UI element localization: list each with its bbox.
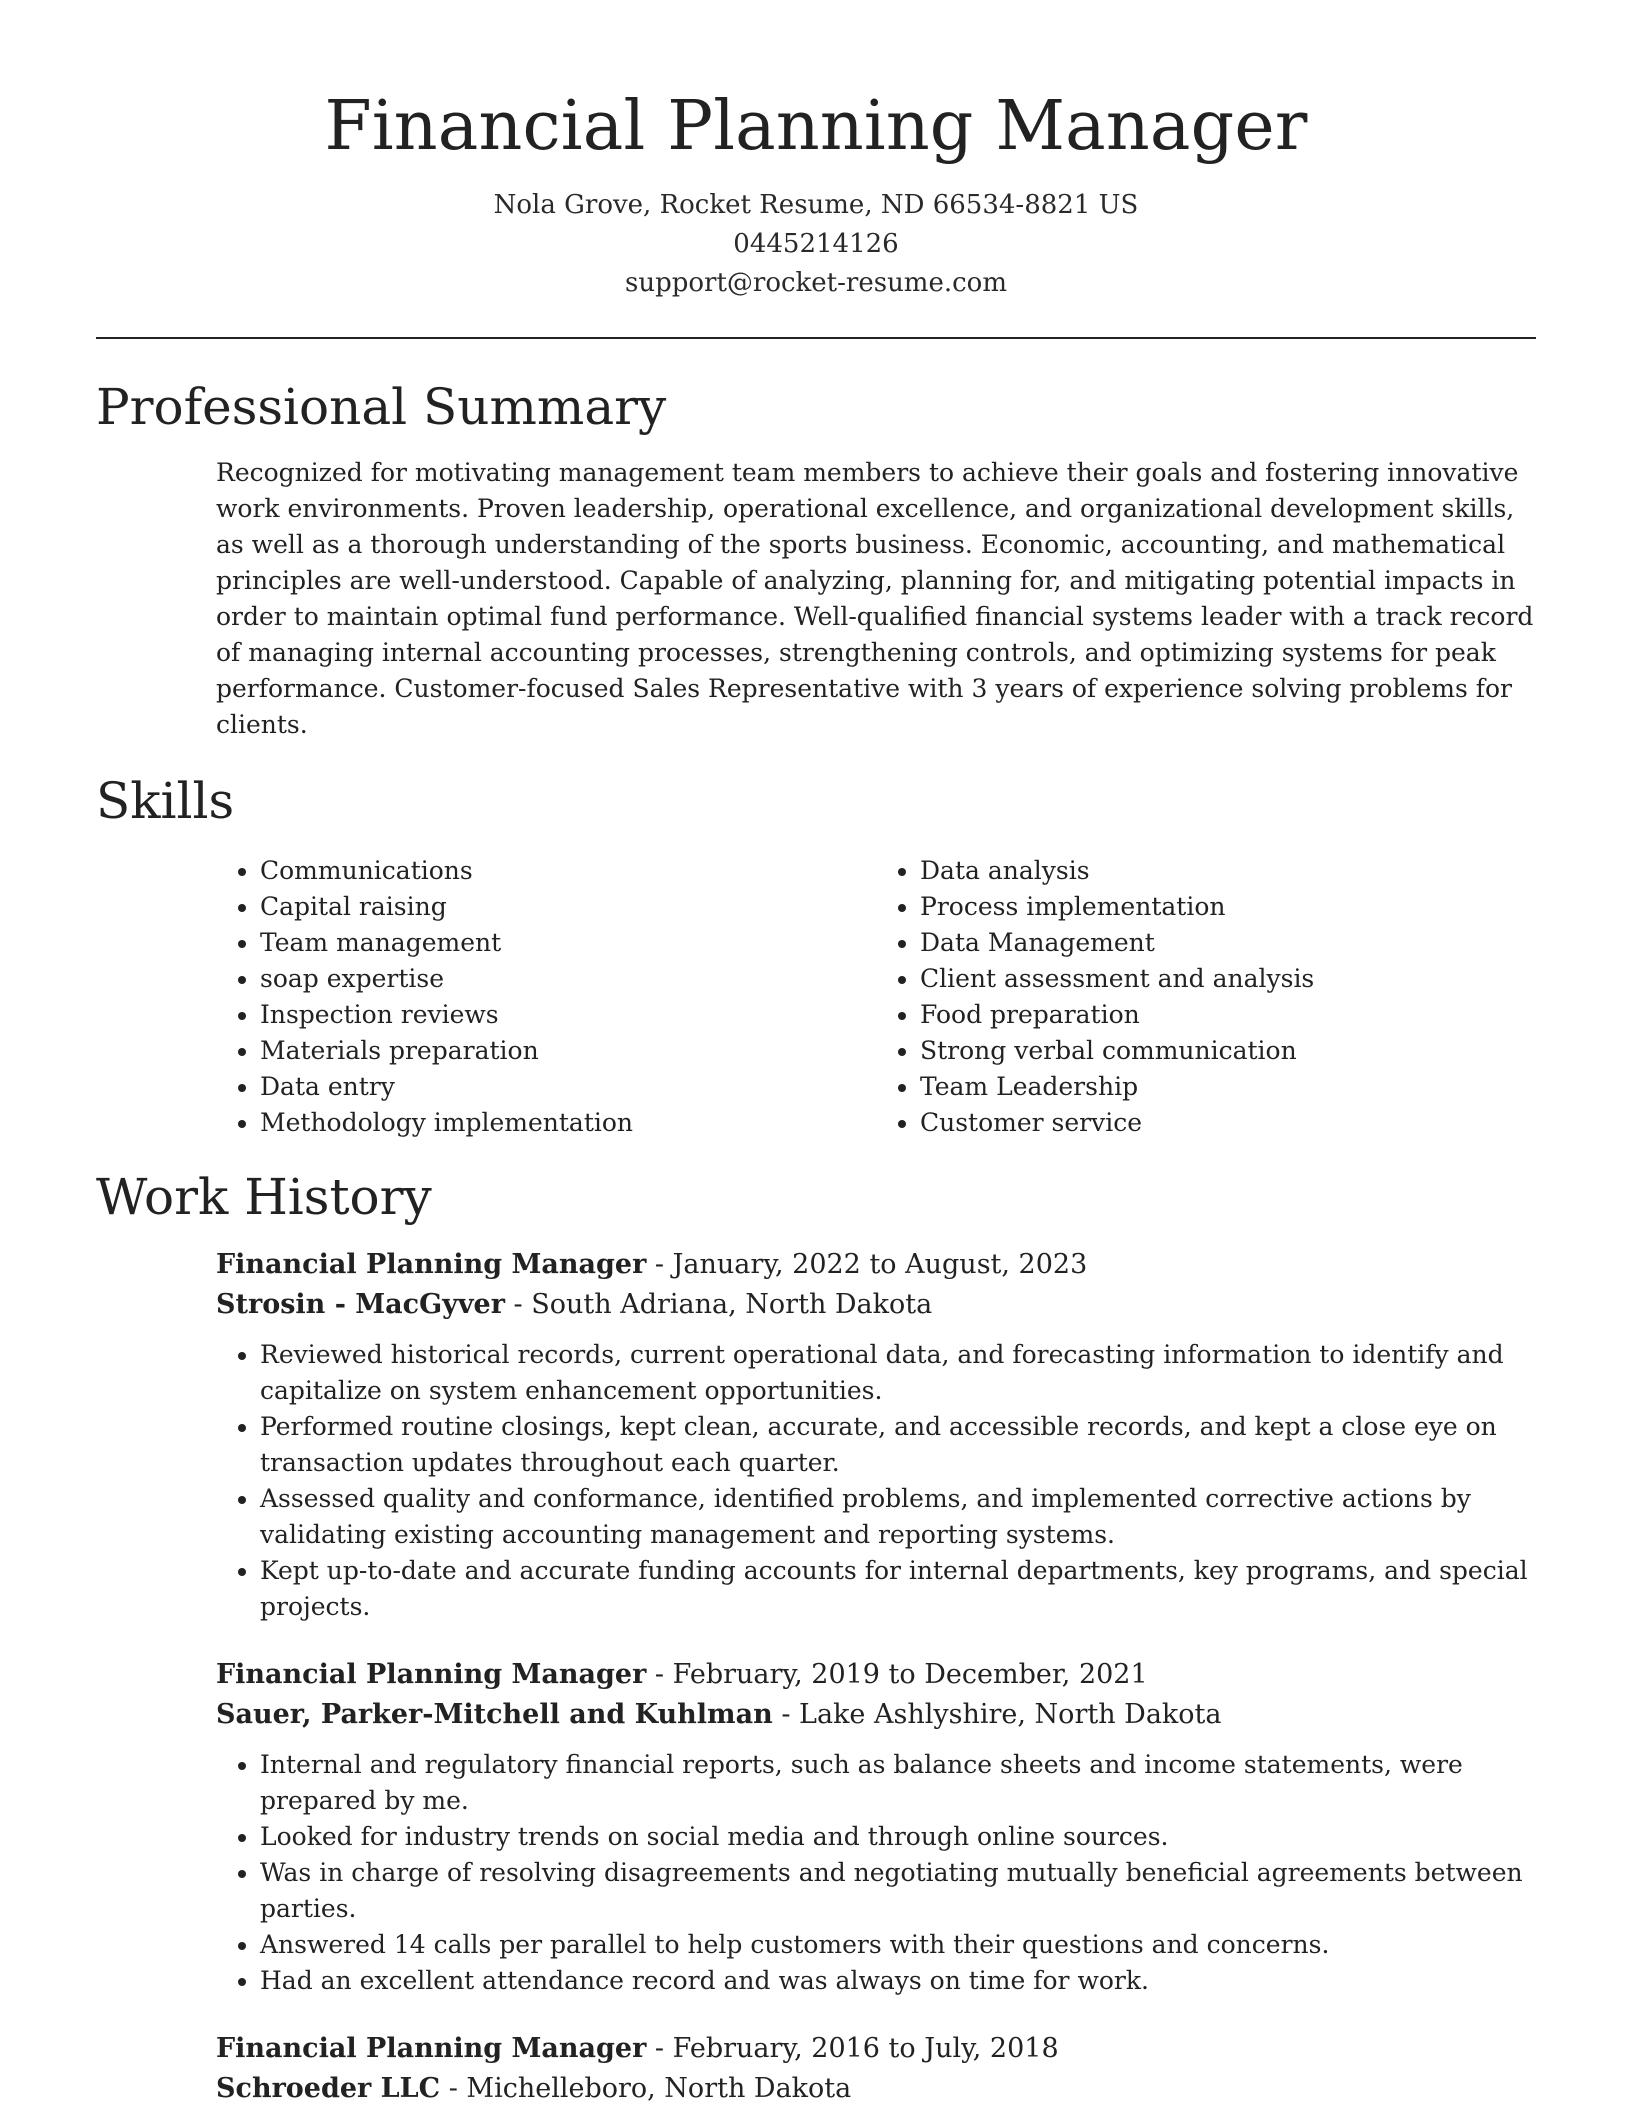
- job-title-line: [216, 1245, 1536, 1285]
- skill-item: • Methodology implementation: [260, 1105, 876, 1141]
- contact-email: support@rocket-resume.com: [624, 268, 1007, 298]
- job-dates: February, 2016 to July, 2018: [672, 2033, 1059, 2064]
- job-bullets: [216, 1337, 1536, 1625]
- company-line: [216, 2069, 1536, 2109]
- skill-item: • Data Management: [920, 925, 1536, 961]
- skills-left-list: [216, 853, 876, 1141]
- skill-item: • Data entry: [260, 1069, 876, 1105]
- job-title-line: [216, 2029, 1536, 2069]
- job-title: Financial Planning Manager: [216, 1659, 647, 1690]
- job-location: Lake Ashlyshire, North Dakota: [799, 1699, 1222, 1730]
- separator: -: [504, 1289, 532, 1320]
- job-location: Michelleboro, North Dakota: [466, 2073, 852, 2104]
- skills-heading: Skills: [96, 772, 235, 830]
- work-history-section: [96, 1167, 1536, 2109]
- skill-item: • Communications: [260, 853, 876, 889]
- separator: -: [646, 2033, 673, 2064]
- job-bullets: [216, 1747, 1536, 1999]
- resume-header: [96, 0, 1536, 303]
- job-bullet: • Kept up-to-date and accurate funding accounts for internal departments, key programs, and special projects.: [260, 1553, 1536, 1625]
- separator: -: [646, 1659, 673, 1690]
- job-dates: January, 2022 to August, 2023: [672, 1249, 1088, 1280]
- skills-section: [96, 771, 1536, 1141]
- summary-section: [96, 377, 1536, 743]
- work-history-heading: Work History: [96, 1168, 432, 1226]
- skill-item: • Client assessment and analysis: [920, 961, 1536, 997]
- job-title-line: [216, 1655, 1536, 1695]
- job-bullet: • Was in charge of resolving disagreements and negotiating mutually beneficial agreements between parties.: [260, 1855, 1536, 1927]
- job-bullet: • Looked for industry trends on social media and through online sources.: [260, 1819, 1536, 1855]
- contact-phone: 0445214126: [733, 229, 899, 259]
- skills-right-list: [876, 853, 1536, 1141]
- skill-item: • Capital raising: [260, 889, 876, 925]
- job-entry: [216, 1245, 1536, 1625]
- skill-item: • Strong verbal communication: [920, 1033, 1536, 1069]
- company-name: Sauer, Parker-Mitchell and Kuhlman: [216, 1699, 773, 1730]
- skill-item: • Inspection reviews: [260, 997, 876, 1033]
- job-title: Financial Planning Manager: [216, 2033, 647, 2064]
- job-bullet: • Answered 14 calls per parallel to help customers with their questions and concerns.: [260, 1927, 1536, 1963]
- job-title: Financial Planning Manager: [216, 1249, 647, 1280]
- skill-item: • Materials preparation: [260, 1033, 876, 1069]
- company-line: [216, 1695, 1536, 1735]
- skill-item: • Team management: [260, 925, 876, 961]
- company-line: [216, 1285, 1536, 1325]
- contact-block: [96, 186, 1536, 303]
- summary-heading: Professional Summary: [96, 378, 667, 436]
- separator: -: [646, 1249, 673, 1280]
- summary-text: Recognized for motivating management team members to achieve their goals and fostering innovative work environments. Proven leadership, operational excellence, and organizational development skills, as well as a thorough understanding of the sports business. Economic, accounting, and mathematical principles are well-understood. Capable of analyzing, planning for, and mitigating potential impacts in order to maintain optimal fund performance. Well-qualified financial systems leader with a track record of managing internal accounting processes, strengthening controls, and optimizing systems for peak performance. Customer-focused Sales Representative with 3 years of experience solving problems for clients.: [216, 458, 1534, 739]
- separator: -: [440, 2073, 467, 2104]
- job-entry: [216, 1655, 1536, 1999]
- resume-name: Financial Planning Manager: [324, 87, 1308, 166]
- skill-item: • Team Leadership: [920, 1069, 1536, 1105]
- skill-item: • Process implementation: [920, 889, 1536, 925]
- company-name: Strosin - MacGyver: [216, 1289, 505, 1320]
- company-name: Schroeder LLC: [216, 2073, 441, 2104]
- job-bullet: • Assessed quality and conformance, identified problems, and implemented corrective actions by validating existing accounting management and reporting systems.: [260, 1481, 1536, 1553]
- job-bullet: • Internal and regulatory financial reports, such as balance sheets and income statements, were prepared by me.: [260, 1747, 1536, 1819]
- job-bullet: • Had an excellent attendance record and was always on time for work.: [260, 1963, 1536, 1999]
- job-bullet: • Performed routine closings, kept clean, accurate, and accessible records, and kept a close eye on transaction updates throughout each quarter.: [260, 1409, 1536, 1481]
- header-divider: [96, 337, 1536, 339]
- job-dates: February, 2019 to December, 2021: [672, 1659, 1148, 1690]
- skills-columns: [216, 853, 1536, 1141]
- skill-item: • Customer service: [920, 1105, 1536, 1141]
- job-entry: [216, 2029, 1536, 2109]
- skill-item: • Data analysis: [920, 853, 1536, 889]
- job-location: South Adriana, North Dakota: [531, 1289, 933, 1320]
- skill-item: • Food preparation: [920, 997, 1536, 1033]
- contact-address: Nola Grove, Rocket Resume, ND 66534-8821 US: [493, 190, 1139, 220]
- skill-item: • soap expertise: [260, 961, 876, 997]
- job-bullet: • Reviewed historical records, current operational data, and forecasting information to identify and capitalize on system enhancement opportunities.: [260, 1337, 1536, 1409]
- separator: -: [772, 1699, 800, 1730]
